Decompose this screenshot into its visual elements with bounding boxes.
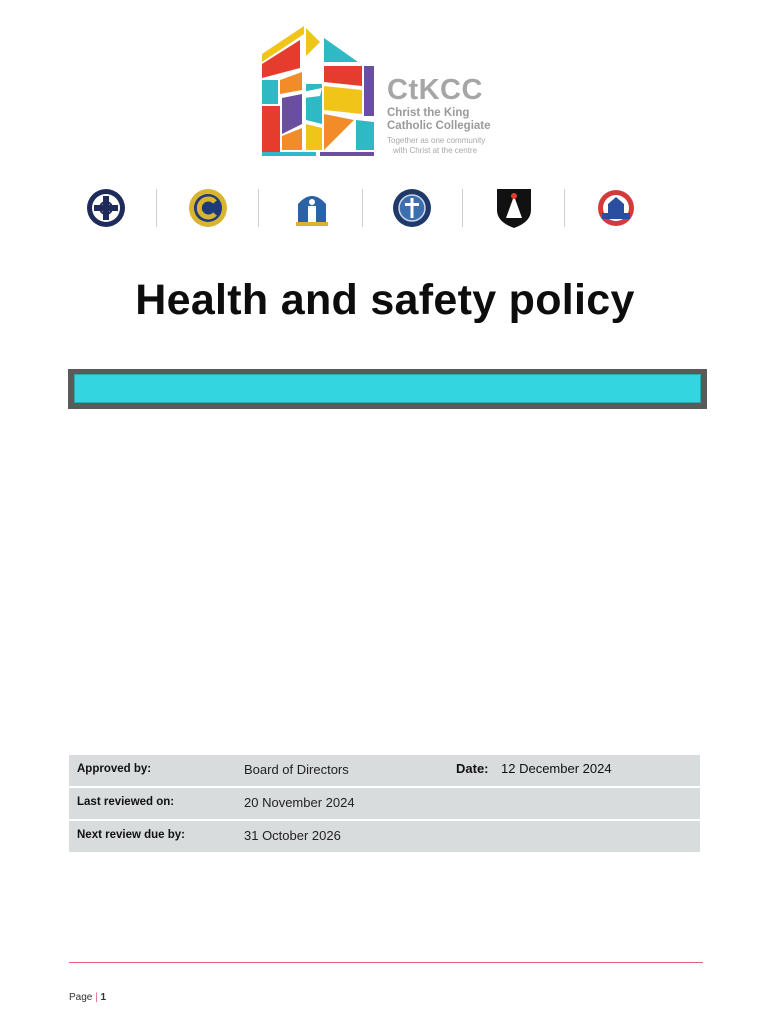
crest-divider (156, 189, 157, 227)
red-blue-crest-icon (594, 186, 638, 230)
brand-text (387, 76, 491, 155)
date-value: 12 December 2024 (501, 761, 612, 776)
next-review-value: 31 October 2026 (244, 828, 341, 843)
crest-divider (462, 189, 463, 227)
approved-row (69, 755, 700, 786)
last-reviewed-value: 20 November 2024 (244, 795, 355, 810)
brand-abbreviation: CtKCC (387, 74, 483, 106)
date-label: Date: (456, 761, 489, 776)
page-footer (69, 992, 106, 1003)
church-crest-icon (290, 186, 334, 230)
footer-divider (69, 962, 703, 963)
ctkcc-logo (258, 24, 518, 159)
document-title: Health and safety policy (135, 276, 635, 324)
brand-name-line2: Catholic Collegiate (387, 120, 491, 132)
last-reviewed-label: Last reviewed on: (77, 796, 175, 808)
crest-divider (564, 189, 565, 227)
next-review-row (69, 821, 700, 852)
brand-tagline-line1: Together as one community (387, 136, 486, 145)
page-separator: | (95, 992, 98, 1003)
crest-divider (362, 189, 363, 227)
approved-by-value: Board of Directors (244, 762, 349, 777)
cross-medallion-crest-icon (390, 186, 434, 230)
celtic-cross-crest-icon (84, 186, 128, 230)
brand-tagline-line2: with Christ at the centre (393, 145, 478, 155)
last-reviewed-row (69, 788, 700, 819)
title-banner-fill (74, 374, 701, 403)
title-banner (68, 369, 707, 409)
crest-divider (258, 189, 259, 227)
policy-meta-table (69, 755, 700, 854)
brand-name-line1: Christ the King (387, 107, 470, 119)
school-crests-row (74, 186, 674, 230)
page-number: 1 (100, 992, 107, 1003)
next-review-label: Next review due by: (77, 829, 186, 841)
gold-c-crest-icon (186, 186, 230, 230)
page-label: Page (69, 992, 93, 1003)
black-shield-crest-icon (492, 186, 536, 230)
stained-glass-house-icon (258, 24, 378, 159)
approved-by-label: Approved by: (77, 763, 152, 775)
